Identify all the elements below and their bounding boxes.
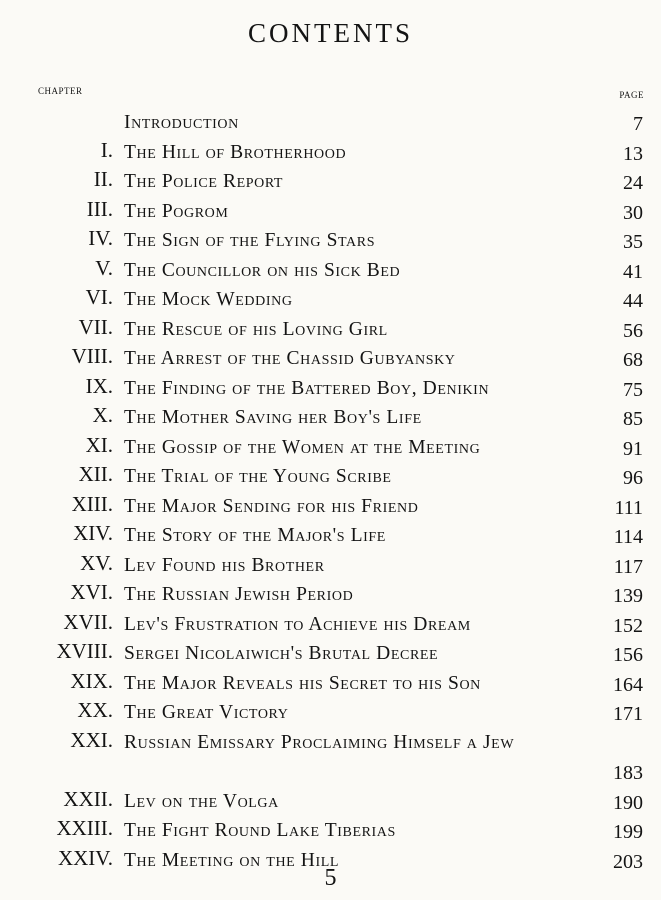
- chapter-title: The Fight Round Lake Tiberias: [124, 820, 396, 841]
- toc-entry: [0, 163, 661, 193]
- chapter-page: 56: [623, 319, 643, 342]
- toc-entry: [0, 517, 661, 547]
- chapter-page: 44: [623, 290, 643, 312]
- chapter-title: The Russian Jewish Period: [124, 584, 354, 605]
- toc-entry: [0, 547, 661, 577]
- toc-entry: [0, 812, 661, 842]
- chapter-title: The Trial of the Young Scribe: [124, 466, 392, 487]
- chapter-page: 13: [623, 142, 643, 165]
- chapter-number: V.: [95, 255, 113, 280]
- page-title: CONTENTS: [248, 18, 413, 48]
- toc-entry: [0, 783, 661, 813]
- chapter-number: XI.: [85, 432, 113, 457]
- chapter-number: XIX.: [70, 668, 113, 693]
- chapter-page: 199: [613, 821, 643, 843]
- toc-entry: [0, 488, 661, 518]
- chapter-page: 96: [623, 467, 643, 489]
- chapter-number: XVI.: [70, 580, 113, 604]
- chapter-number: I.: [100, 137, 113, 162]
- chapter-title: The Mother Saving her Boy's Life: [124, 407, 422, 428]
- chapter-number: XVIII.: [56, 639, 113, 663]
- chapter-page: 114: [613, 526, 643, 548]
- chapter-title: The Arrest of the Chassid Gubyansky: [124, 348, 456, 369]
- toc-entry: [0, 281, 661, 311]
- chapter-title: The Story of the Major's Life: [124, 525, 386, 546]
- chapter-page: 190: [613, 791, 643, 814]
- chapter-number: XV.: [80, 550, 113, 575]
- chapter-number: XIV.: [73, 521, 113, 545]
- chapter-number: XXIV.: [57, 845, 113, 870]
- page-number: 5: [324, 865, 337, 891]
- chapter-number: II.: [93, 167, 113, 191]
- chapter-page: 41: [623, 260, 643, 283]
- chapter-page: 30: [623, 201, 643, 224]
- chapter-number: X.: [92, 403, 113, 427]
- toc-entry: [0, 399, 661, 429]
- chapter-title: The Great Victory: [124, 702, 289, 723]
- chapter-number: III.: [86, 196, 113, 221]
- chapter-title: The Meeting on the Hill: [124, 849, 340, 871]
- toc-entry: [0, 104, 661, 134]
- chapter-page: 68: [623, 349, 643, 371]
- chapter-number: VI.: [85, 285, 113, 309]
- chapter-title: Introduction: [124, 112, 239, 133]
- chapter-page: 91: [623, 437, 643, 460]
- chapter-column-header: chapter: [38, 82, 83, 97]
- chapter-title: The Mock Wedding: [124, 289, 293, 310]
- chapter-title: The Finding of the Battered Boy, Denikin: [124, 377, 490, 399]
- chapter-number: XX.: [77, 698, 113, 722]
- chapter-number: XXIII.: [56, 816, 113, 840]
- chapter-page: 75: [623, 378, 643, 401]
- chapter-page: 35: [623, 231, 643, 253]
- toc-entry: [0, 458, 661, 488]
- chapter-title: Lev on the Volga: [124, 790, 279, 812]
- chapter-title: The Sign of the Flying Stars: [124, 230, 376, 251]
- toc-entry: [0, 370, 661, 400]
- chapter-page: 164: [613, 673, 643, 696]
- toc-entry: [0, 222, 661, 252]
- toc-entry: [0, 606, 661, 636]
- toc-entry: [0, 340, 661, 370]
- table-of-contents: [0, 104, 661, 871]
- chapter-title: The Rescue of his Loving Girl: [124, 318, 388, 340]
- chapter-title: The Councillor on his Sick Bed: [124, 259, 401, 281]
- chapter-title: Lev Found his Brother: [124, 554, 325, 576]
- chapter-title: The Pogrom: [124, 200, 229, 222]
- chapter-number: XXI.: [70, 727, 113, 752]
- chapter-number: XII.: [78, 462, 113, 486]
- chapter-page: 117: [613, 555, 643, 578]
- toc-entry: [0, 635, 661, 665]
- chapter-title: The Major Reveals his Secret to his Son: [124, 672, 481, 694]
- chapter-number: XXII.: [63, 786, 113, 811]
- toc-entry: [0, 193, 661, 223]
- chapter-title: Russian Emissary Proclaiming Himself a Jew: [124, 731, 515, 753]
- toc-entry: [0, 694, 661, 724]
- chapter-title: The Gossip of the Women at the Meeting: [124, 436, 481, 458]
- chapter-page: 203: [613, 850, 643, 873]
- toc-entry: [0, 429, 661, 459]
- chapter-page: 156: [613, 644, 643, 666]
- toc-entry: [0, 665, 661, 695]
- chapter-page: 183: [613, 761, 643, 784]
- chapter-number: VIII.: [71, 344, 113, 368]
- toc-entry: [0, 311, 661, 341]
- toc-entry: [0, 724, 661, 783]
- chapter-page: 171: [613, 703, 643, 725]
- chapter-number: IX.: [85, 373, 113, 398]
- chapter-number: XVII.: [63, 609, 113, 634]
- chapter-number: XIII.: [71, 491, 113, 516]
- chapter-title: The Hill of Brotherhood: [124, 141, 347, 163]
- chapter-page: 152: [613, 614, 643, 637]
- chapter-title: The Major Sending for his Friend: [124, 495, 419, 517]
- toc-entry: [0, 576, 661, 606]
- chapter-title: Lev's Frustration to Achieve his Dream: [124, 613, 471, 635]
- page-column-header: page: [619, 86, 644, 101]
- chapter-number: VII.: [78, 314, 113, 339]
- chapter-number: IV.: [88, 226, 113, 250]
- toc-entry: [0, 134, 661, 164]
- chapter-page: 139: [613, 585, 643, 607]
- chapter-page: 7: [633, 113, 643, 135]
- chapter-title: The Police Report: [124, 171, 284, 192]
- chapter-title: Sergei Nicolaiwich's Brutal Decree: [124, 643, 439, 664]
- toc-entry: [0, 252, 661, 282]
- chapter-page: 111: [614, 496, 643, 519]
- chapter-page: 85: [623, 408, 643, 430]
- chapter-page: 24: [623, 172, 643, 194]
